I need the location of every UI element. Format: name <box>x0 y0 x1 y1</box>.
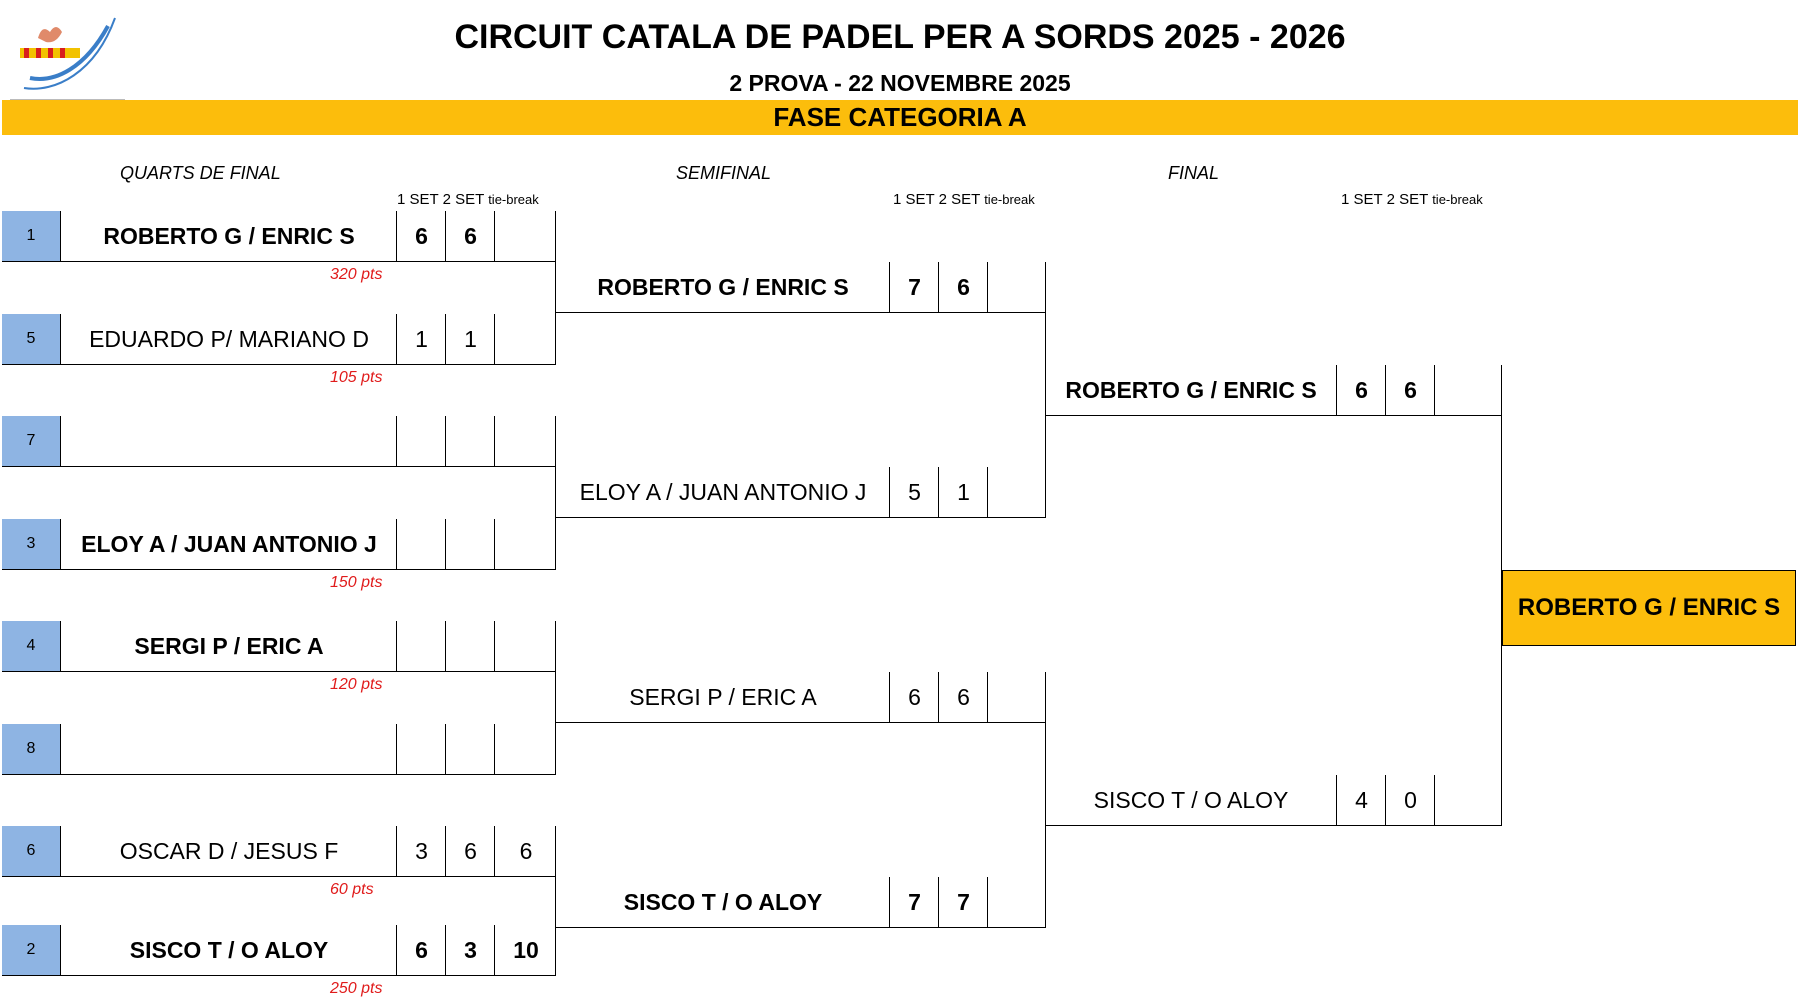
round-label-qf: QUARTS DE FINAL <box>120 163 281 183</box>
team-name: SISCO T / O ALOY <box>623 888 823 915</box>
set2-score: 6 <box>1385 365 1435 415</box>
points-label: 120 pts <box>330 676 383 693</box>
tiebreak-header: tie-break <box>488 192 539 207</box>
tiebreak-score <box>494 211 557 261</box>
event-subtitle: 2 PROVA - 22 NOVEMBRE 2025 <box>729 70 1071 96</box>
set2-score: 0 <box>1385 775 1435 825</box>
tiebreak-score <box>987 877 1047 927</box>
tiebreak-score <box>1434 775 1503 825</box>
set1-score <box>396 724 446 774</box>
set1-score <box>396 621 446 671</box>
round-label-sf: SEMIFINAL <box>676 163 772 183</box>
points-label: 320 pts <box>330 266 383 283</box>
set-headers-final <box>1341 191 1483 208</box>
set1-score: 6 <box>396 211 446 261</box>
set2-header: 2 SET <box>938 191 981 208</box>
set1-score: 1 <box>396 314 446 364</box>
team-name <box>62 416 396 466</box>
set1-score: 6 <box>396 925 446 975</box>
team-name: ROBERTO G / ENRIC S <box>1065 376 1317 403</box>
team-name: ROBERTO G / ENRIC S <box>597 273 849 300</box>
set1-score: 4 <box>1336 775 1386 825</box>
qf-row <box>2 826 556 877</box>
set1-score <box>396 416 446 466</box>
champion-box: ROBERTO G / ENRIC S <box>1502 570 1796 646</box>
sf-row <box>556 262 1046 313</box>
set1-score <box>396 519 446 569</box>
team-name: SISCO T / O ALOY <box>1093 786 1289 813</box>
tiebreak-score <box>494 416 557 466</box>
set1-score: 3 <box>396 826 446 876</box>
sf-row <box>556 672 1046 723</box>
points-label: 60 pts <box>330 881 374 898</box>
phase-title: FASE CATEGORIA A <box>773 102 1027 132</box>
set2-score: 6 <box>445 826 495 876</box>
set1-header: 1 SET <box>893 191 935 208</box>
qf-row <box>2 416 556 467</box>
tiebreak-score <box>494 314 557 364</box>
qf-row <box>2 925 556 976</box>
tiebreak-score <box>987 262 1047 312</box>
set1-score: 5 <box>889 467 939 517</box>
team-name <box>62 724 396 774</box>
tiebreak-score <box>987 672 1047 722</box>
points-label: 105 pts <box>330 369 383 386</box>
tiebreak-score: 10 <box>494 925 557 975</box>
qf-row <box>2 211 556 262</box>
sf-row <box>556 467 1046 518</box>
tiebreak-header: tie-break <box>984 192 1035 207</box>
team-name: ELOY A / JUAN ANTONIO J <box>81 530 377 557</box>
set1-score: 7 <box>889 877 939 927</box>
set1-header: 1 SET <box>397 191 439 208</box>
seed-number: 7 <box>2 416 61 466</box>
set1-score: 6 <box>889 672 939 722</box>
qf-row <box>2 724 556 775</box>
seed-number: 1 <box>2 211 61 261</box>
set2-score: 1 <box>938 467 988 517</box>
tiebreak-score <box>987 467 1047 517</box>
tiebreak-header: tie-break <box>1432 192 1483 207</box>
set2-score: 3 <box>445 925 495 975</box>
team-name: ELOY A / JUAN ANTONIO J <box>579 478 867 505</box>
page-title: CIRCUIT CATALA DE PADEL PER A SORDS 2025 - 2026 <box>454 18 1346 56</box>
tiebreak-score <box>494 724 557 774</box>
set2-score: 1 <box>445 314 495 364</box>
round-label-final: FINAL <box>1168 163 1220 183</box>
set1-score: 6 <box>1336 365 1386 415</box>
points-label: 150 pts <box>330 574 383 591</box>
set2-score <box>445 519 495 569</box>
team-name: EDUARDO P/ MARIANO D <box>89 325 369 352</box>
team-name: OSCAR D / JESUS F <box>119 837 339 864</box>
set2-score: 7 <box>938 877 988 927</box>
set2-score: 6 <box>938 672 988 722</box>
set2-score <box>445 416 495 466</box>
qf-row <box>2 621 556 672</box>
points-label: 250 pts <box>330 980 383 997</box>
seed-number: 8 <box>2 724 61 774</box>
tiebreak-score <box>1434 365 1503 415</box>
set1-header: 1 SET <box>1341 191 1383 208</box>
set-headers-qf <box>397 191 539 208</box>
seed-number: 6 <box>2 826 61 876</box>
team-name: SISCO T / O ALOY <box>129 936 329 963</box>
final-row <box>1046 775 1502 826</box>
set2-header: 2 SET <box>1386 191 1429 208</box>
set1-score: 7 <box>889 262 939 312</box>
set2-header: 2 SET <box>442 191 485 208</box>
team-name: SERGI P / ERIC A <box>629 683 817 710</box>
qf-row <box>2 519 556 570</box>
team-name: ROBERTO G / ENRIC S <box>103 222 355 249</box>
seed-number: 5 <box>2 314 61 364</box>
final-row <box>1046 365 1502 416</box>
qf-row <box>2 314 556 365</box>
sf-row <box>556 877 1046 928</box>
tiebreak-score <box>494 519 557 569</box>
set-headers-sf <box>893 191 1035 208</box>
seed-number: 2 <box>2 925 61 975</box>
set2-score: 6 <box>938 262 988 312</box>
team-name: SERGI P / ERIC A <box>134 632 324 659</box>
seed-number: 3 <box>2 519 61 569</box>
set2-score <box>445 621 495 671</box>
tiebreak-score: 6 <box>494 826 557 876</box>
set2-score <box>445 724 495 774</box>
seed-number: 4 <box>2 621 61 671</box>
tiebreak-score <box>494 621 557 671</box>
set2-score: 6 <box>445 211 495 261</box>
